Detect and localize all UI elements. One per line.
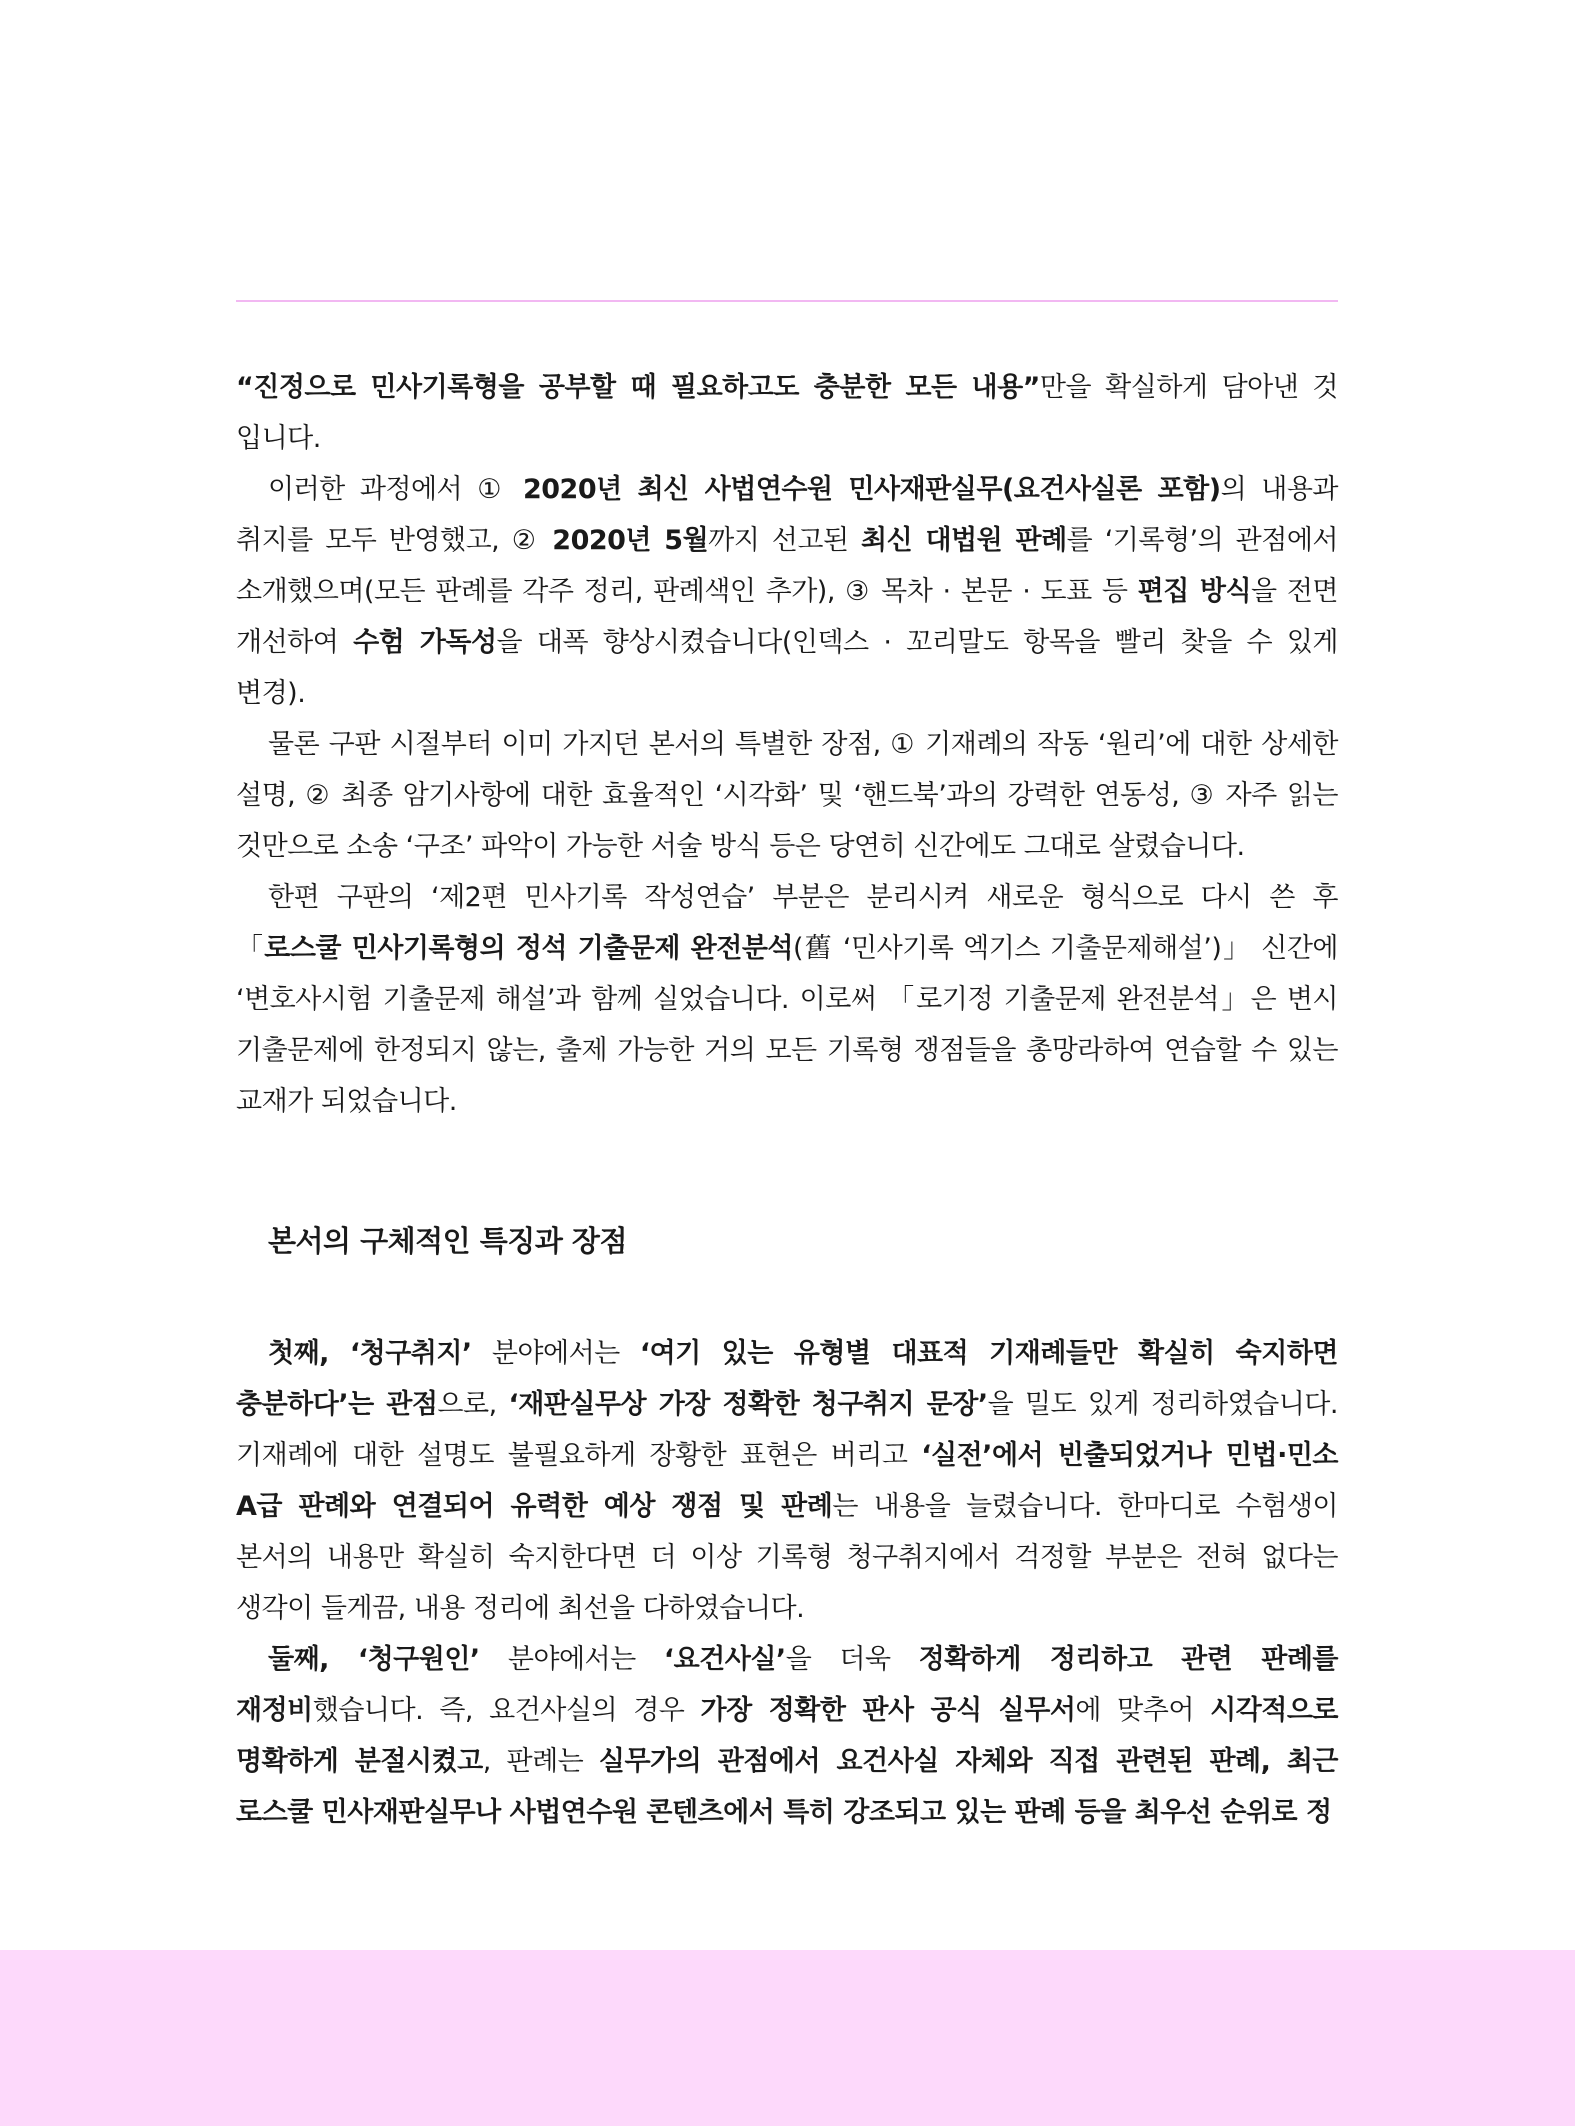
- text-run: 했습니다. 즉, 요건사실의 경우: [312, 1695, 701, 1726]
- bold-run: ‘여기 있는 유형별 대표적 기재례들만 확실히 숙지하면 충분하다’는 관점: [236, 1338, 1338, 1420]
- text-run: 분야에서는: [471, 1338, 640, 1369]
- text-run: 물론 구판 시절부터 이미 가지던 본서의 특별한 장점, ① 기재례의 작동 ‘원리’에 대한 상세한 설명, ② 최종 암기사항에 대한 효율적인 ‘시각화’ 및 ‘핸드북’과의 강력한 연동성, ③ 자주 읽는 것만으로 소송 ‘구조’ 파악이 가능한 서술 방식 등은 당연히 신간에도 그대로 살렸습니다.: [236, 729, 1338, 862]
- header-rule: [236, 300, 1338, 302]
- bold-run: ‘재판실무상 가장 정확한 청구취지 문장’: [508, 1389, 988, 1420]
- bold-run: 가장 정확한 판사 공식 실무서: [700, 1695, 1076, 1726]
- intro-text: 만을 확실하게 담아낸 것 입니다.: [236, 372, 1338, 454]
- bold-run: 첫째, ‘청구취지’: [268, 1338, 472, 1369]
- text-run: 을 더욱: [785, 1644, 919, 1675]
- text-run: 을 전면 개선하여: [236, 576, 1338, 658]
- intro-paragraph-1: [236, 362, 1338, 464]
- intro-paragraph-4: [236, 872, 1338, 1127]
- bold-run: 최신 대법원 판례: [861, 525, 1067, 556]
- section-heading: 본서의 구체적인 특징과 장점: [268, 1224, 627, 1258]
- text-run: , 판례는: [482, 1746, 599, 1777]
- text-run: 의 내용과 취지를 모두 반영했고, ②: [236, 474, 1338, 556]
- text-run: 을 대폭 향상시켰습니다(인덱스 · 꼬리말도 항목을 빨리 찾을 수 있게 변경).: [236, 627, 1338, 709]
- text-run: 으로,: [437, 1389, 509, 1420]
- bold-run: 실무가의 관점에서 요건사실 자체와 직접 관련된 판례, 최근 로스쿨 민사재판실무나 사법연수원 콘텐츠에서 특히 강조되고 있는 판례 등을 최우선 순위로 정: [236, 1746, 1339, 1828]
- text-run: 에 맞추어: [1075, 1695, 1211, 1726]
- footer-band: [0, 1950, 1575, 2126]
- bold-run: 수험 가독성: [353, 627, 497, 658]
- text-run: 한편 구판의 ‘제2편 민사기록 작성연습’ 부분은 분리시켜 새로운 형식으로 다시 쓴 후 「: [236, 882, 1338, 964]
- text-run: 을 밀도 있게 정리하였습니다. 기재례에 대한 설명도 불필요하게 장황한 표현은 버리고: [236, 1389, 1338, 1471]
- bold-run: 둘째, ‘청구원인’: [268, 1644, 480, 1675]
- text-run: 이러한 과정에서 ①: [268, 474, 523, 505]
- bold-run: ‘실전’에서 빈출되었거나 민법·민소 A급 판례와 연결되어 유력한 예상 쟁점 및 판례: [236, 1440, 1338, 1522]
- bold-run: ‘요건사실’: [663, 1644, 786, 1675]
- text-run: 는 내용을 늘렸습니다. 한마디로 수험생이 본서의 내용만 확실히 숙지한다면 더 이상 기록형 청구취지에서 걱정할 부분은 전혀 없다는 생각이 들게끔, 내용 정리에 최선을 다하였습니다.: [236, 1491, 1339, 1624]
- bold-run: 2020년 5월: [552, 525, 709, 556]
- intro-quote: “진정으로 민사기록형을 공부할 때 필요하고도 충분한 모든 내용”: [236, 372, 1040, 403]
- feature-paragraph-1: [236, 1328, 1338, 1634]
- intro-paragraph-3: [236, 719, 1338, 872]
- intro-paragraph-2: [236, 464, 1338, 719]
- bold-run: 2020년 최신 사법연수원 민사재판실무(요건사실론 포함): [522, 474, 1221, 505]
- text-run: 분야에서는: [479, 1644, 664, 1675]
- bold-run: 시각적으로 명확하게 분절시켰고: [236, 1695, 1338, 1777]
- bold-run: 로스쿨 민사기록형의 정석 기출문제 완전분석: [264, 933, 793, 964]
- page-body: [236, 362, 1338, 1838]
- text-run: (舊 ‘민사기록 엑기스 기출문제해설’)」 신간에 ‘변호사시험 기출문제 해설’과 함께 실었습니다. 이로써 「로기정 기출문제 완전분석」은 변시 기출문제에 한정되지 않는, 출제 가능한 거의 모든 기록형 쟁점들을 총망라하여 연습할 수 있는 교재가 되었습니다.: [236, 933, 1338, 1117]
- feature-paragraph-2: [236, 1634, 1338, 1838]
- text-run: 를 ‘기록형’의 관점에서 소개했으며(모든 판례를 각주 정리, 판례색인 추가), ③ 목차 · 본문 · 도표 등: [236, 525, 1339, 607]
- bold-run: 편집 방식: [1137, 576, 1252, 607]
- text-run: 까지 선고된: [708, 525, 862, 556]
- bold-run: 정확하게 정리하고 관련 판례를 재정비: [236, 1644, 1339, 1726]
